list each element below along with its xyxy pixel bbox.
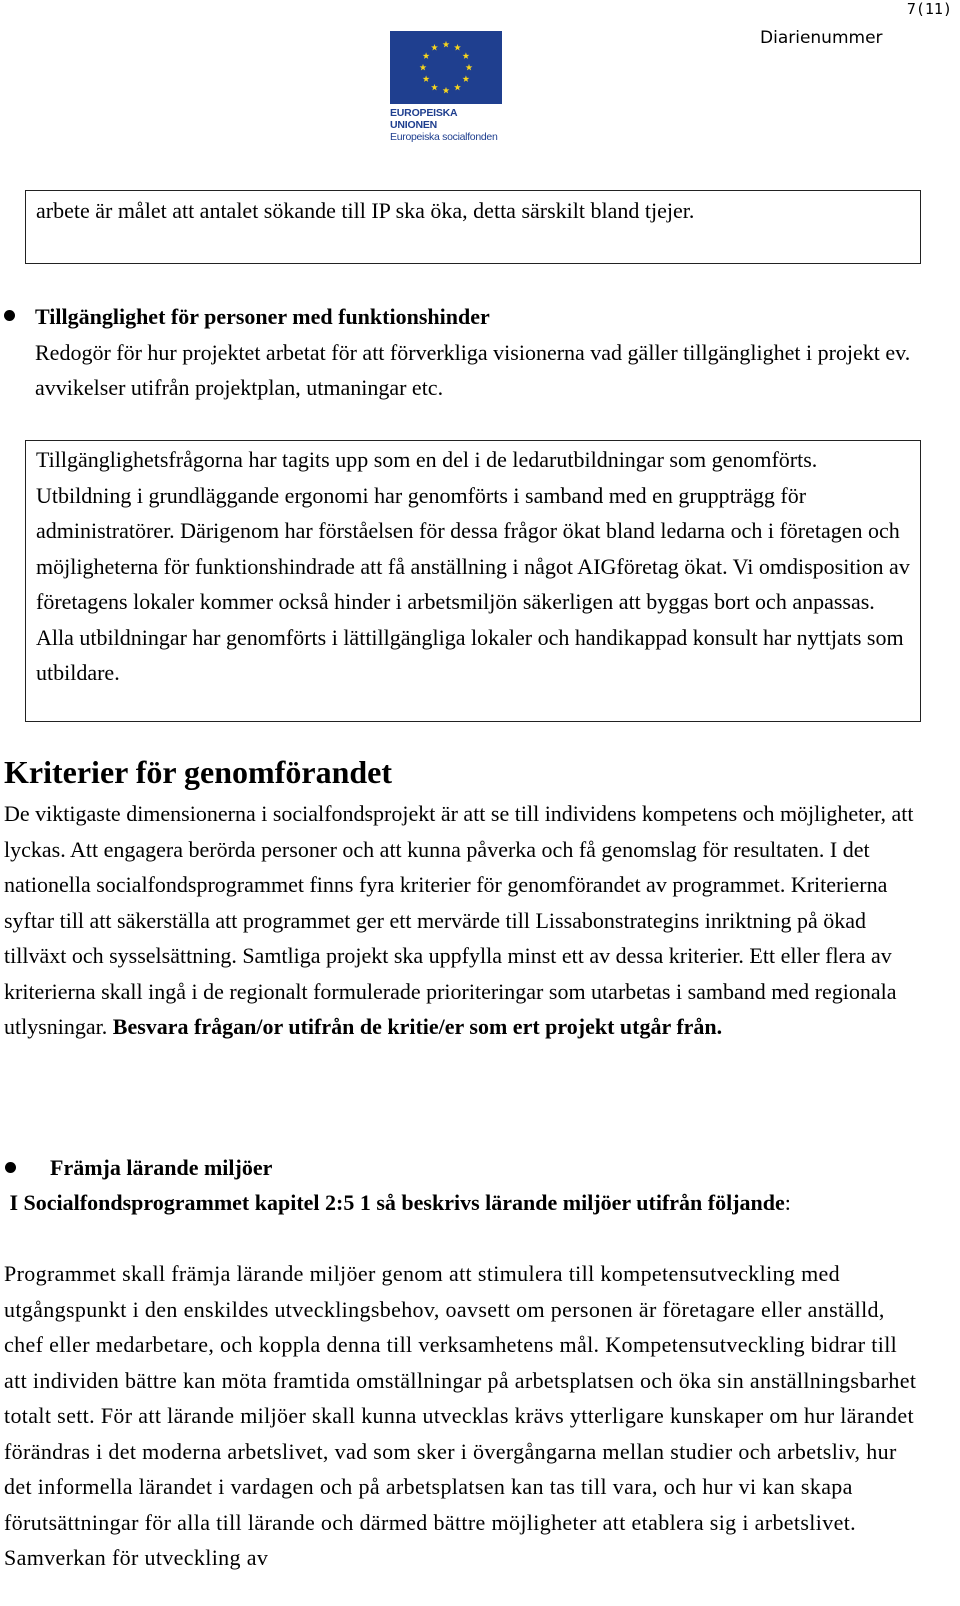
bullet-icon [4, 310, 15, 321]
criteria-body [4, 796, 914, 1045]
learning-chapter-text: I Socialfondsprogrammet kapitel 2:5 1 så beskrivs lärande miljöer utifrån följande [9, 1190, 785, 1215]
accessibility-section [0, 299, 940, 406]
bullet-icon [5, 1162, 16, 1173]
answer-box-accessibility[interactable] [25, 440, 921, 722]
answer-box-recruitment[interactable] [25, 190, 921, 264]
eu-flag-icon [390, 31, 502, 104]
accessibility-description: Redogör för hur projektet arbetat för att förverkliga visionerna vad gäller tillgänglighet i projekt ev. avvikelser utifrån projektplan, utmaningar etc. [35, 339, 911, 400]
eu-logo-line1: EUROPEISKA UNIONEN [390, 107, 458, 131]
answer-box-recruitment-text: arbete är målet att antalet sökande till IP ska öka, detta särskilt bland tjejer. [36, 198, 695, 223]
criteria-heading: Kriterier för genomförandet [4, 754, 393, 790]
page-number: 7(11) [906, 0, 952, 18]
learning-chapter-colon: : [784, 1190, 791, 1215]
criteria-instruction: Besvara frågan/or utifrån de kritie/er som ert projekt utgår från. [112, 1014, 723, 1039]
eu-logo-line2: Europeiska socialfonden [390, 131, 498, 143]
diarienummer-label: Diarienummer [760, 28, 883, 48]
learning-section [0, 1150, 940, 1186]
criteria-body-text: De viktigaste dimensionerna i socialfondsprojekt är att se till individens kompetens och möjligheter, att lyckas. Att engagera berörda personer och att kunna påverka och få genomslag för resultaten. I det nationella socialfondsprogrammet finns fyra kriterier för genomförandet av programmet. Kriterierna syftar till att säkerställa att programmet ger ett mervärde till Lissabonstrategins inriktning på ökad tillväxt och sysselsättning. Samtliga projekt ska uppfylla minst ett av dessa kriterier. Ett eller flera av kriterierna skall ingå i de regionalt formulerade prioriteringar som utarbetas i samband med regionala utlysningar. [4, 801, 914, 1039]
learning-program-text: Programmet skall främja lärande miljöer genom att stimulera till kompetensutveckling med utgångspunkt i den enskildes utvecklingsbehov, oavsett om personen är företagare eller anställd, chef eller medarbetare, och koppla denna till verksamhetens mål. Kompetensutveckling bidrar till att individen bättre kan möta framtida omställningar på arbetsplatsen och öka sin anställningsbarhet totalt sett. För att lärande miljöer skall kunna utvecklas krävs ytterligare kunskaper om hur lärandet förändras i det moderna arbetslivet, vad som sker i övergångarna mellan studier och arbetsliv, hur det informella lärandet i vardagen och på arbetsplatsen kan tas till vara, och hur vi kan skapa förutsättningar för alla till lärande och därmed bättre möjligheter att etablera sig i arbetslivet. Samverkan för utveckling av [4, 1261, 917, 1570]
eu-logo [390, 31, 502, 143]
answer-box-accessibility-text: Tillgänglighetsfrågorna har tagits upp som en del i de ledarutbildningar som genomförts. Utbildning i grundläggande ergonomi har genomförts i samband med en gruppträgg för administratörer. Därigenom har förståelsen för dessa frågor ökat bland ledarna och i företagen och möjligheterna för funktionshindrade att få anställning i något AIGföretag ökat. Vi omdisposition av företagens lokaler kommer också hinder i arbetsmiljön säkerligen att byggas bort och anpassas. Alla utbildningar har genomförts i lättillgängliga lokaler och handikappad konsult har nyttjats som utbildare. [36, 447, 910, 685]
learning-title: Främja lärande miljöer [50, 1155, 273, 1180]
accessibility-title: Tillgänglighet för personer med funktionshinder [35, 304, 490, 329]
learning-chapter-intro [4, 1185, 914, 1221]
